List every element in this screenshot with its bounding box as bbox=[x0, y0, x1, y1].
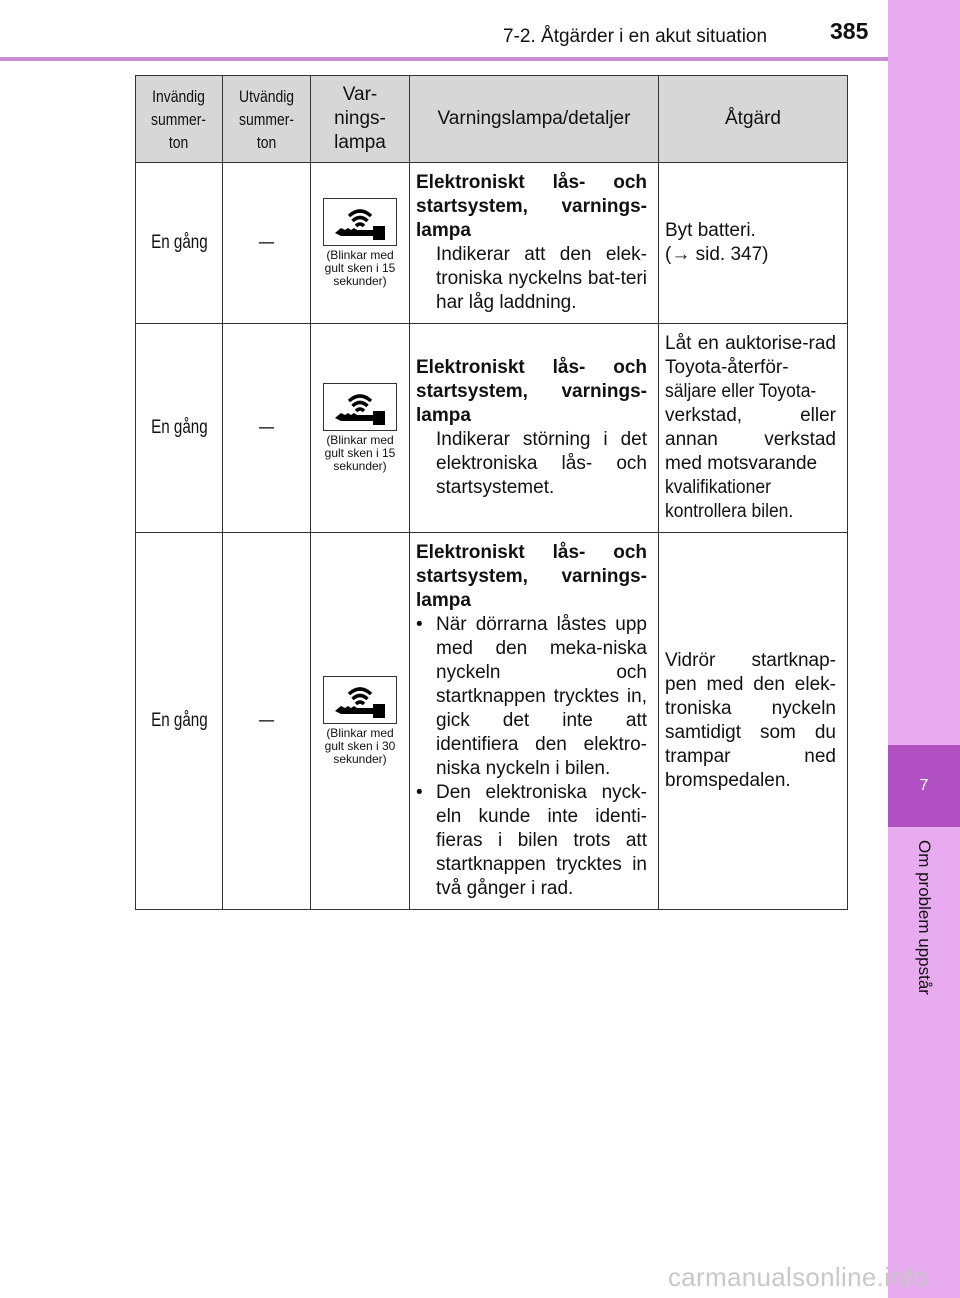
warning-lamp-cell bbox=[311, 324, 410, 533]
lamp-caption: (Blinkar med gult sken i 15 sekunder) bbox=[324, 248, 396, 288]
header-action: Åtgärd bbox=[659, 76, 848, 163]
external-buzzer-cell: — bbox=[223, 163, 311, 324]
action-text: Vidrör startknap-pen med den elek-troniska nyckeln samtidigt som du trampar ned bromspedalen. bbox=[665, 650, 836, 791]
warning-table bbox=[135, 75, 848, 910]
action-line: säljare eller Toyota- bbox=[665, 381, 817, 402]
chapter-side-tab bbox=[888, 0, 960, 1298]
chapter-label: Om problem uppstår bbox=[915, 840, 934, 995]
lamp-title: Elektroniskt lås- och startsystem, varnings-lampa bbox=[416, 172, 647, 241]
action-line: kontrollera bilen. bbox=[665, 501, 794, 522]
header-internal-buzzer: Invändig summer- ton bbox=[136, 76, 223, 163]
header-details: Varningslampa/detaljer bbox=[410, 76, 659, 163]
warning-lamp-cell bbox=[311, 163, 410, 324]
header-warning-lamp: Var- nings- lampa bbox=[311, 76, 410, 163]
page-reference-link[interactable]: (→ sid. 347) bbox=[665, 244, 769, 265]
smart-key-warning-icon bbox=[323, 198, 397, 246]
internal-buzzer-cell: En gång bbox=[136, 533, 223, 910]
action-text: Byt batteri. bbox=[665, 220, 756, 241]
details-cell bbox=[410, 324, 659, 533]
action-line: kvalifikationer bbox=[665, 477, 771, 498]
details-cell bbox=[410, 163, 659, 324]
header-divider bbox=[0, 57, 888, 61]
list-item: • Den elektroniska nyck-eln kunde inte identi-fieras i bilen trots att startknappen trycktes in två gånger i rad. bbox=[416, 782, 647, 899]
smart-key-warning-icon bbox=[323, 676, 397, 724]
table-row bbox=[136, 324, 848, 533]
lamp-caption: (Blinkar med gult sken i 15 sekunder) bbox=[324, 433, 396, 473]
lamp-title: Elektroniskt lås- och startsystem, varnings-lampa bbox=[416, 357, 647, 426]
list-item: • När dörrarna låstes upp med den meka-niska nyckeln och startknappen trycktes in, gick det inte att identifiera den elektro-niska nyckeln i bilen. bbox=[416, 614, 647, 779]
table-row bbox=[136, 163, 848, 324]
details-cell bbox=[410, 533, 659, 910]
action-cell bbox=[659, 533, 848, 910]
lamp-caption: (Blinkar med gult sken i 30 sekunder) bbox=[324, 726, 396, 766]
external-buzzer-cell: — bbox=[223, 533, 311, 910]
action-line: Låt en auktorise-rad Toyota-återför- bbox=[665, 333, 836, 378]
action-cell bbox=[659, 324, 848, 533]
internal-buzzer-cell: En gång bbox=[136, 163, 223, 324]
action-line: verkstad, eller annan verkstad med motsvarande bbox=[665, 405, 836, 474]
lamp-title: Elektroniskt lås- och startsystem, varnings-lampa bbox=[416, 542, 647, 611]
watermark: carmanualsonline.info bbox=[668, 1262, 928, 1292]
chapter-number-badge[interactable] bbox=[888, 745, 960, 827]
external-buzzer-cell: — bbox=[223, 324, 311, 533]
page-number: 385 bbox=[830, 18, 869, 44]
lamp-description: Indikerar störning i det elektroniska lås- och startsystemet. bbox=[436, 429, 647, 498]
warning-lamp-cell bbox=[311, 533, 410, 910]
table-header-row bbox=[136, 76, 848, 163]
chapter-number: 7 bbox=[919, 777, 929, 794]
table-row bbox=[136, 533, 848, 910]
section-title: 7-2. Åtgärder i en akut situation bbox=[503, 26, 768, 47]
lamp-description: Indikerar att den elek-troniska nyckelns bat-teri har låg laddning. bbox=[436, 244, 647, 313]
smart-key-warning-icon bbox=[323, 383, 397, 431]
action-cell bbox=[659, 163, 848, 324]
header-external-buzzer: Utvändig summer- ton bbox=[223, 76, 311, 163]
internal-buzzer-cell: En gång bbox=[136, 324, 223, 533]
